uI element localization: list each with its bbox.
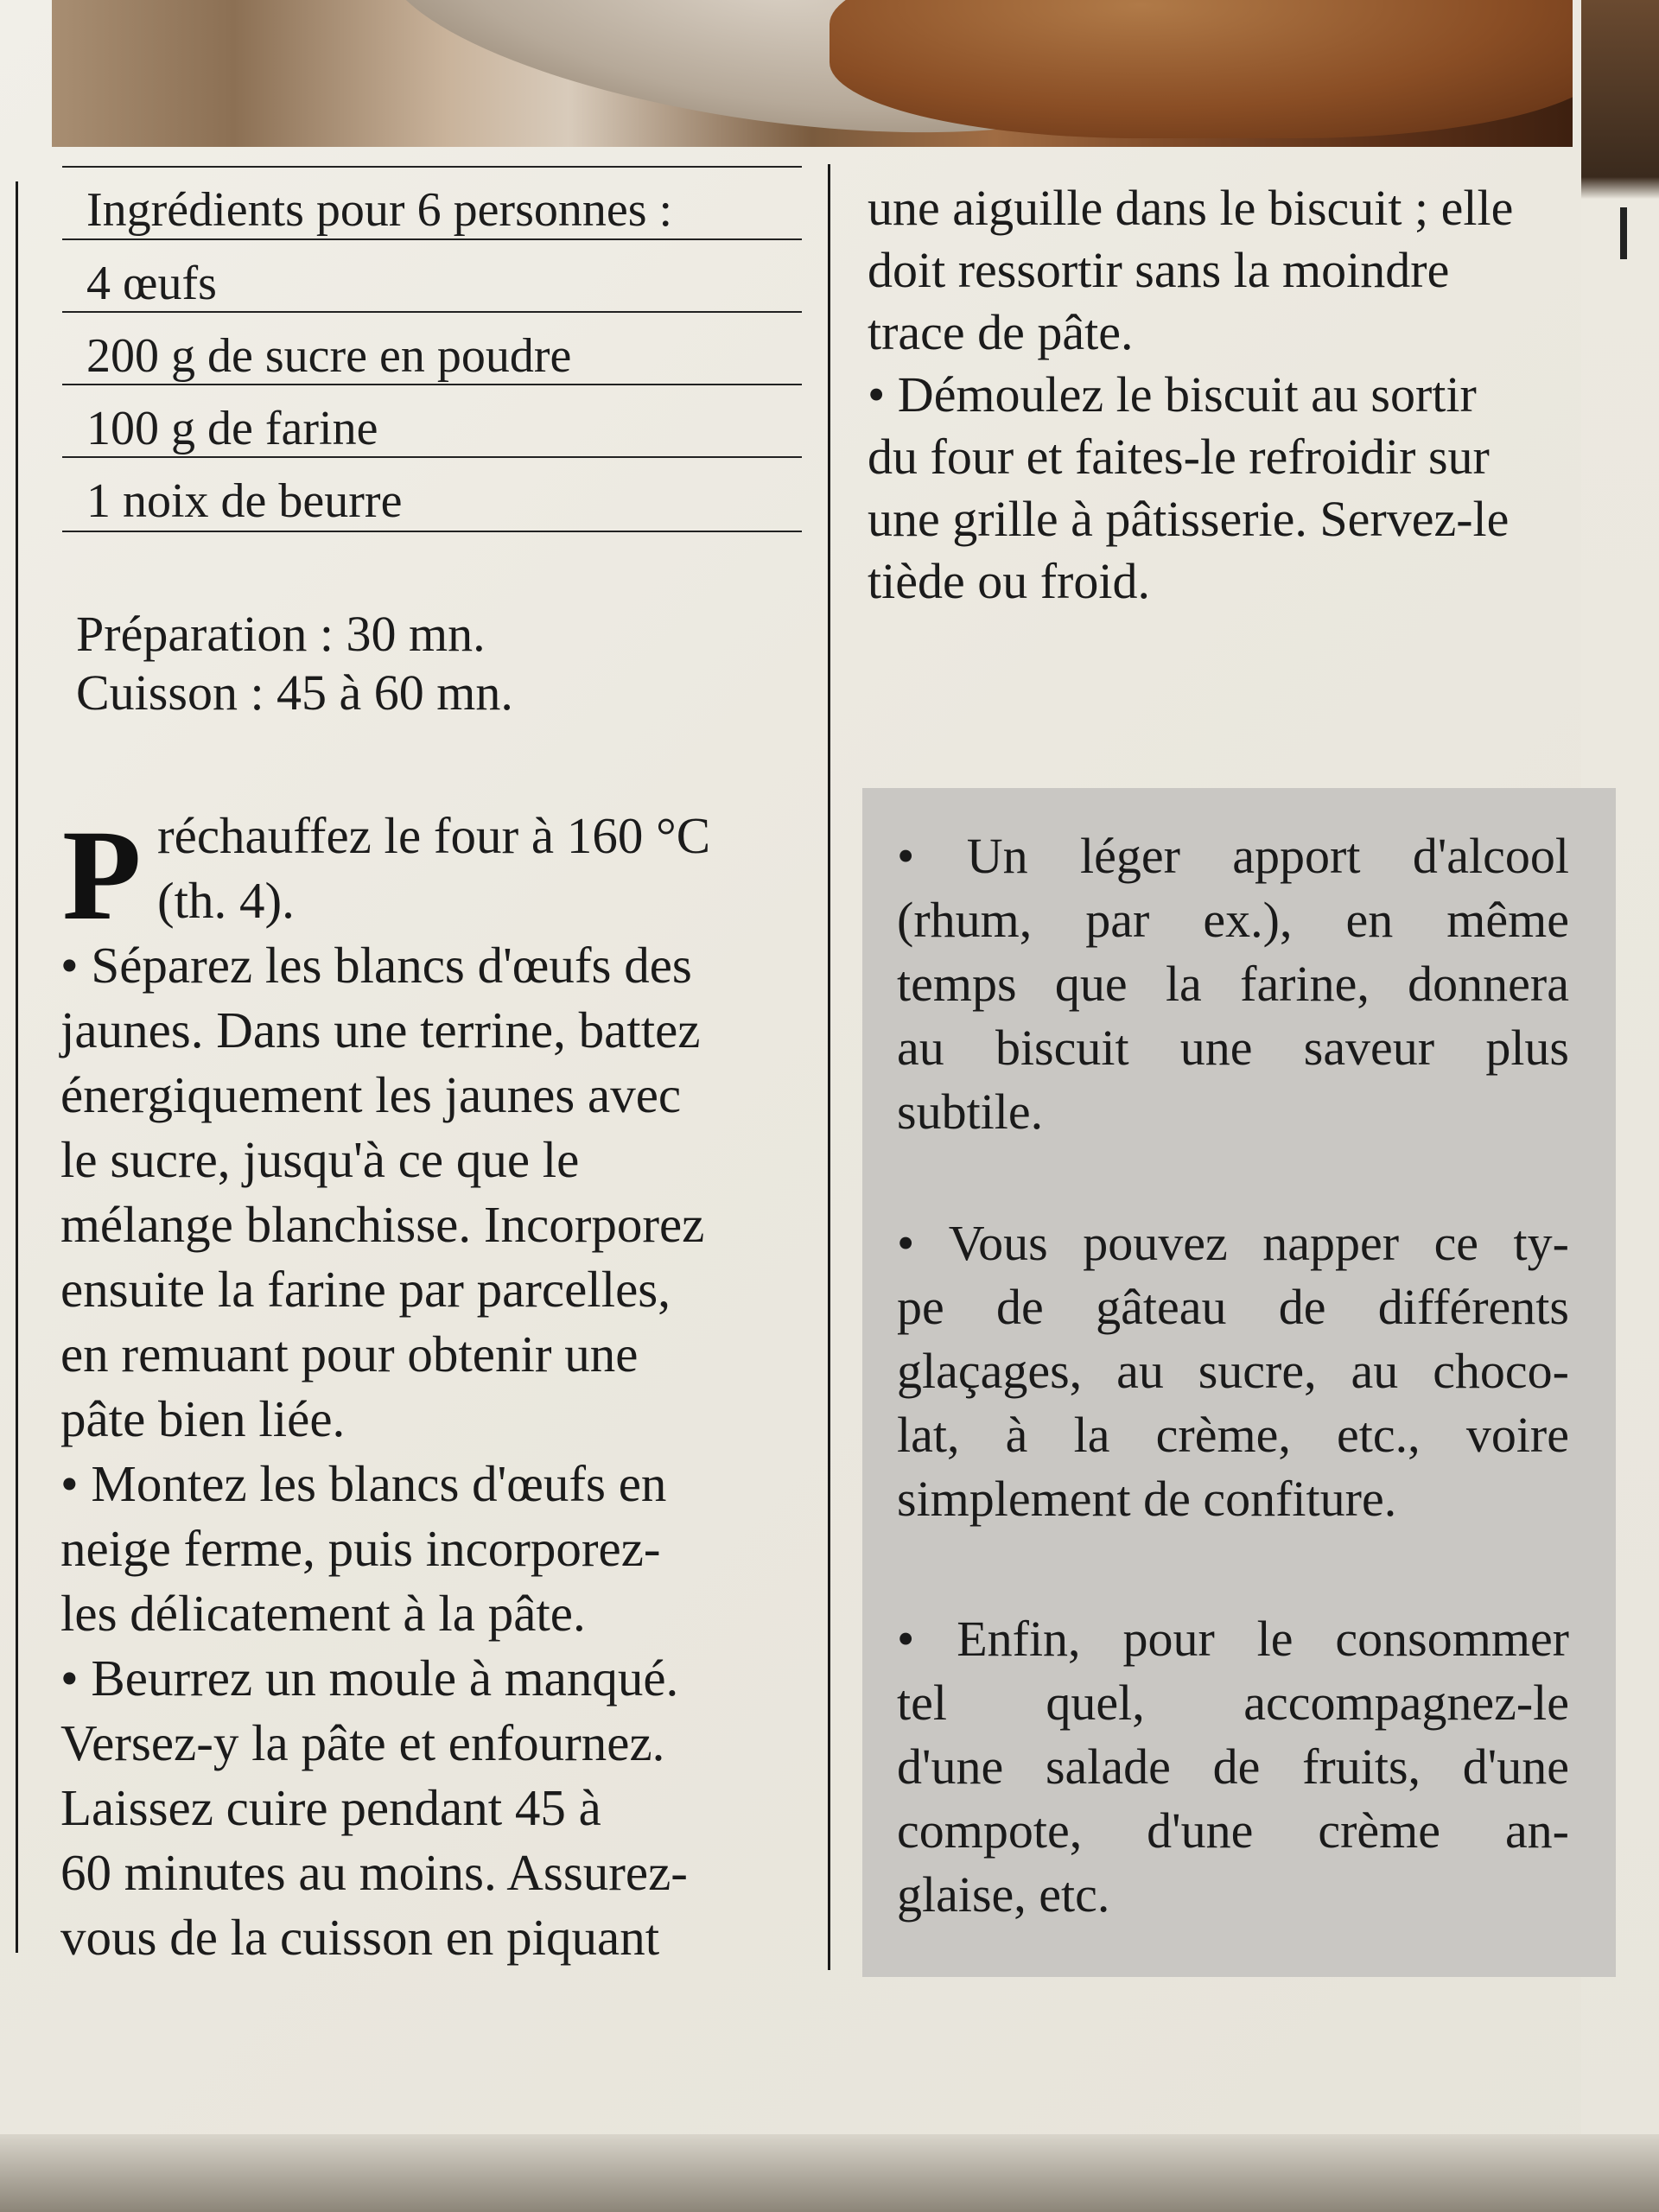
text-line: doit ressortir sans la moindre — [868, 242, 1450, 298]
tip-line: glaise, etc. — [897, 1866, 1110, 1923]
tip-line: d'une salade de fruits, d'une — [897, 1738, 1569, 1795]
method-line: réchauffez le four à 160 °C — [157, 807, 711, 864]
table-rule — [62, 311, 802, 313]
table-rule — [62, 238, 802, 240]
text-line: trace de pâte. — [868, 304, 1134, 360]
text-line: • Beurrez un moule à manqué. — [60, 1649, 679, 1707]
tip-3 — [897, 1607, 1569, 1927]
preparation-time: Préparation : 30 mn. — [76, 606, 486, 662]
tip-line: au biscuit une saveur plus — [897, 1020, 1569, 1076]
tip-line: • Enfin, pour le consommer — [897, 1611, 1569, 1667]
text-line: une grille à pâtisserie. Servez-le — [868, 491, 1510, 547]
ingredient-item: 4 œufs — [86, 257, 217, 310]
tip-line: temps que la farine, donnera — [897, 956, 1569, 1012]
tip-line: subtile. — [897, 1084, 1044, 1140]
ingredients-title: Ingrédients pour 6 personnes : — [86, 183, 673, 237]
text-line: jaunes. Dans une terrine, battez — [60, 1001, 701, 1058]
text-line: pâte bien liée. — [60, 1390, 346, 1447]
method-intro — [157, 804, 710, 933]
text-line: Versez-y la pâte et enfournez. — [60, 1714, 665, 1771]
tip-line: lat, à la crème, etc., voire — [897, 1407, 1569, 1463]
cake-shape — [830, 0, 1573, 138]
left-column-rule — [16, 181, 18, 1953]
tip-line: glaçages, au sucre, au choco- — [897, 1343, 1569, 1399]
tip-line: compote, d'une crème an- — [897, 1802, 1569, 1859]
method-line: (th. 4). — [157, 872, 295, 929]
text-line: • Montez les blancs d'œufs en — [60, 1455, 667, 1512]
ingredient-item: 100 g de farine — [86, 402, 378, 455]
ingredient-item: 1 noix de beurre — [86, 474, 403, 528]
text-line: une aiguille dans le biscuit ; elle — [868, 180, 1514, 236]
tip-2 — [897, 1211, 1569, 1531]
table-rule — [62, 166, 802, 168]
edge-mark — [1620, 207, 1627, 259]
drop-cap: P — [62, 804, 142, 947]
tip-line: tel quel, accompagnez-le — [897, 1675, 1569, 1731]
table-rule — [62, 531, 802, 532]
table-surface — [0, 2134, 1659, 2212]
text-line: ensuite la farine par parcelles, — [60, 1261, 671, 1318]
tip-line: pe de gâteau de différents — [897, 1279, 1569, 1335]
text-line: en remuant pour obtenir une — [60, 1325, 639, 1382]
table-rule — [62, 456, 802, 458]
text-line: • Séparez les blancs d'œufs des — [60, 937, 692, 994]
tips-box — [862, 788, 1616, 1977]
center-column-rule — [828, 164, 830, 1970]
tip-line: • Vous pouvez napper ce ty- — [897, 1215, 1569, 1271]
method-continued — [868, 177, 1513, 613]
text-line: • Démoulez le biscuit au sortir — [868, 366, 1477, 423]
timing-block — [76, 605, 513, 722]
tip-line: (rhum, par ex.), en même — [897, 892, 1569, 948]
tip-1 — [897, 824, 1569, 1144]
text-line: neige ferme, puis incorporez- — [60, 1520, 661, 1577]
cake-photo — [52, 0, 1573, 147]
method-text — [60, 933, 704, 1970]
ingredient-item: 200 g de sucre en poudre — [86, 329, 572, 383]
cooking-time: Cuisson : 45 à 60 mn. — [76, 664, 513, 721]
table-rule — [62, 384, 802, 385]
text-line: tiède ou froid. — [868, 553, 1150, 609]
text-line: mélange blanchisse. Incorporez — [60, 1196, 705, 1253]
text-line: les délicatement à la pâte. — [60, 1585, 586, 1642]
tip-line: • Un léger apport d'alcool — [897, 828, 1569, 884]
text-line: Laissez cuire pendant 45 à — [60, 1779, 601, 1836]
text-line: vous de la cuisson en piquant — [60, 1909, 660, 1966]
text-line: énergiquement les jaunes avec — [60, 1066, 682, 1123]
tip-line: simplement de confiture. — [897, 1471, 1397, 1527]
text-line: 60 minutes au moins. Assurez- — [60, 1844, 688, 1901]
text-line: du four et faites-le refroidir sur — [868, 429, 1490, 485]
text-line: le sucre, jusqu'à ce que le — [60, 1131, 580, 1188]
